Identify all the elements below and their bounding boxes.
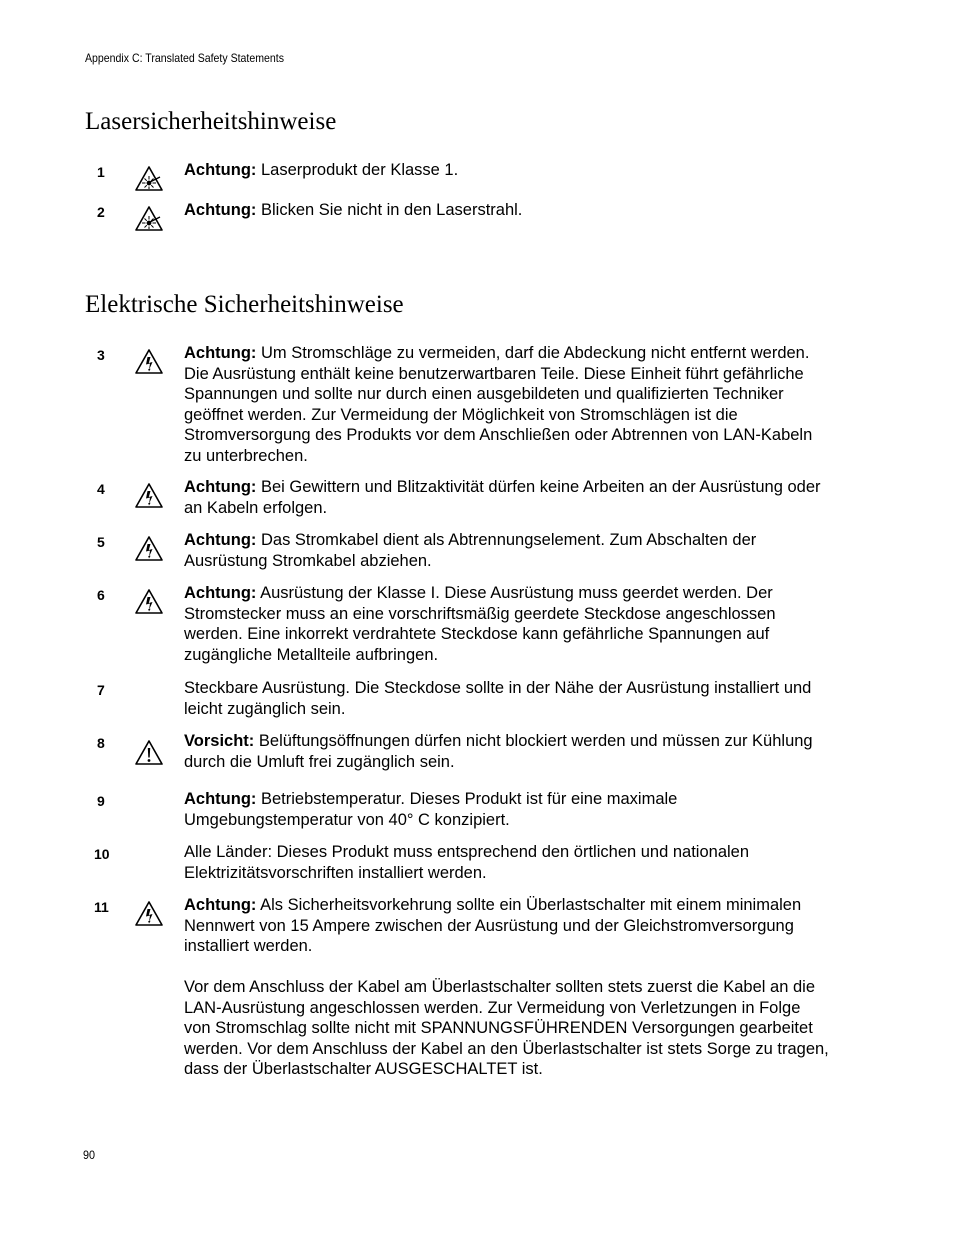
statement-number: 8 [97,735,105,751]
statement-number: 10 [94,846,110,862]
electrical-hazard-icon [134,348,164,376]
statement-text [184,789,829,830]
statement-body: Das Stromkabel dient als Abtrennungselement. Zum Abschalten der Ausrüstung Stromkabel abziehen. [184,531,757,570]
statement-text [184,343,829,466]
laser-warning-icon [134,205,164,233]
statement-body: Um Stromschläge zu vermeiden, darf die Abdeckung nicht entfernt werden. Die Ausrüstung enthält keine benutzerwartbaren Teile. Diese Einheit führt gefährliche Spannungen und sollte nur durch einen ausgebildeten und qualifizierten Techniker geöffnet werden. Zur Vermeidung der Möglichkeit von Stromschlägen ist die Stromversorgung des Produkts vor dem Anschließen oder Abtrennen von LAN-Kabeln zu unterbrechen. [184,344,813,465]
section-title-laser: Lasersicherheitshinweise [85,108,337,135]
section-title-electrical: Elektrische Sicherheitshinweise [85,291,404,318]
statement-text [184,731,829,772]
statement-body: Steckbare Ausrüstung. Die Steckdose sollte in der Nähe der Ausrüstung installiert und leicht zugänglich sein. [184,679,812,718]
statement-label: Achtung: [184,531,257,549]
running-header: Appendix C: Translated Safety Statements [85,51,284,65]
statement-body: Als Sicherheitsvorkehrung sollte ein Überlastschalter mit einem minimalen Nennwert von 15 Ampere zwischen der Ausrüstung und der Gleichstromversorgung installiert werden. [184,896,802,955]
statement-text [184,678,829,719]
statement-number: 5 [97,534,105,550]
electrical-hazard-icon [134,900,164,928]
statement-label: Achtung: [184,201,257,219]
statement-body: Betriebstemperatur. Dieses Produkt ist für eine maximale Umgebungstemperatur von 40° C konzipiert. [184,790,678,829]
statement-label: Achtung: [184,896,257,914]
statement-body-continued: Vor dem Anschluss der Kabel am Überlastschalter sollten stets zuerst die Kabel an die LAN-Ausrüstung angeschlossen werden. Zur Vermeidung von Verletzungen in Folge von Stromschlag sollte nicht mit SPANNUNGSFÜHRENDEN Versorgungen gearbeitet werden. Vor dem Anschluss der Kabel an den Überlastschalter ist stets Sorge zu tragen, dass der Überlastschalter AUSGESCHALTET ist. [184,978,829,1078]
statement-number: 7 [97,682,105,698]
page-number: 90 [83,1148,96,1162]
statement-label: Achtung: [184,790,257,808]
statement-text [184,200,829,221]
statement-number: 6 [97,587,105,603]
statement-text [184,583,829,665]
statement-body: Belüftungsöffnungen dürfen nicht blockiert werden und müssen zur Kühlung durch die Umluft frei zugänglich sein. [184,732,813,771]
electrical-hazard-icon [134,535,164,563]
statement-label: Achtung: [184,161,257,179]
statement-number: 1 [97,164,105,180]
statement-label: Vorsicht: [184,732,255,750]
statement-body: Ausrüstung der Klasse I. Diese Ausrüstung muss geerdet werden. Der Stromstecker muss an eine vorschriftsmäßig geerdete Steckdose angeschlossen werden. Eine inkorrekt verdrahtete Steckdose kann gefährliche Spannungen auf zugängliche Metallteile aufbringen. [184,584,776,664]
statement-number: 2 [97,204,105,220]
statement-text [184,477,829,518]
statement-label: Achtung: [184,478,257,496]
statement-number: 3 [97,347,105,363]
statement-number: 9 [97,793,105,809]
statement-body: Blicken Sie nicht in den Laserstrahl. [256,201,523,219]
statement-text [184,160,829,181]
statement-body: Bei Gewittern und Blitzaktivität dürfen keine Arbeiten an der Ausrüstung oder an Kabeln erfolgen. [184,478,821,517]
caution-icon [134,739,164,767]
statement-text [184,895,829,1080]
statement-label: Achtung: [184,584,257,602]
electrical-hazard-icon [134,482,164,510]
electrical-hazard-icon [134,588,164,616]
statement-label: Achtung: [184,344,257,362]
statement-number: 11 [94,899,109,915]
statement-text [184,842,829,883]
statement-body: Laserprodukt der Klasse 1. [256,161,459,179]
laser-warning-icon [134,165,164,193]
statement-body: Alle Länder: Dieses Produkt muss entsprechend den örtlichen und nationalen Elektrizitätsvorschriften installiert werden. [184,843,750,882]
statement-number: 4 [97,481,105,497]
statement-text [184,530,829,571]
